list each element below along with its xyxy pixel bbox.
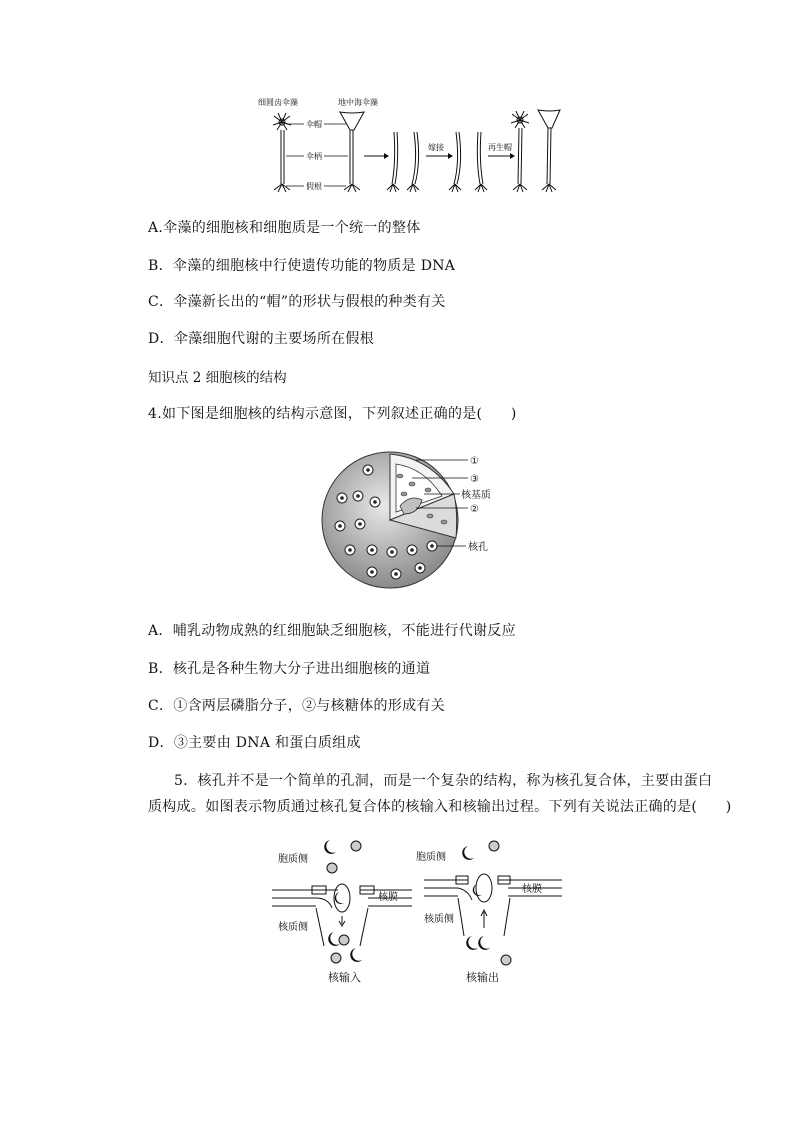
right-membrane-label: 核膜 [522,884,542,895]
left-cytoplasm-label: 胞质侧 [278,854,308,865]
section-heading: 知识点 2 细胞核的结构 [148,370,287,386]
nucleus-figure [320,442,520,592]
label-pore: 核孔 [468,542,488,553]
regenerated-cup-icon [538,110,560,192]
label-regen: 再生帽 [488,143,512,152]
acetabularia-figure [252,92,562,204]
label-2: ② [470,504,479,515]
q3-option-d: D．伞藻细胞代谢的主要场所在假根 [148,331,375,347]
q4-option-b: B．核孔是各种生物大分子进出细胞核的通道 [148,661,431,677]
label-matrix: 核基质 [461,490,491,501]
nuclear-transport-figure [272,836,562,986]
label-species-a: 细圆齿伞藻 [258,98,298,107]
left-nucleus-label: 核质侧 [278,922,308,933]
left-membrane-label: 核膜 [378,892,398,903]
q4-option-d: D．③主要由 DNA 和蛋白质组成 [148,735,361,751]
right-caption: 核输出 [466,971,499,984]
q3-option-b: B．伞藻的细胞核中行使遗传功能的物质是 DNA [148,258,456,274]
label-1: ① [470,456,479,467]
right-nucleus-label: 核质侧 [424,914,454,925]
plant-a-icon [273,113,291,192]
q5-stem-line2: 质构成。如图表示物质通过核孔复合体的核输入和核输出过程。下列有关说法正确的是( ) [148,799,732,815]
label-stalk: 伞柄 [306,152,322,161]
q4-stem: 4.如下图是细胞核的结构示意图，下列叙述正确的是( ) [148,406,517,422]
right-cytoplasm-label: 胞质侧 [416,852,446,863]
cargo-icons-import [324,840,362,963]
grafted-stalks-icon [449,132,487,192]
label-cap: 伞帽 [306,120,322,129]
q4-option-a: A．哺乳动物成熟的红细胞缺乏细胞核，不能进行代谢反应 [148,623,516,639]
q3-option-a: A.伞藻的细胞核和细胞质是一个统一的整体 [148,220,421,236]
q4-option-c: C．①含两层磷脂分子，②与核糖体的形成有关 [148,698,446,714]
q5-stem-line1: 5．核孔并不是一个简单的孔洞，而是一个复杂的结构，称为核孔复合体，主要由蛋白 [174,773,713,789]
regenerated-flower-icon [511,111,529,192]
label-species-b: 地中海伞藻 [338,98,378,107]
label-3: ③ [470,474,479,485]
label-graft: 嫁接 [428,143,444,152]
cut-stalks-icon [387,132,419,192]
left-caption: 核输入 [328,971,361,984]
q3-option-c: C．伞藻新长出的“帽”的形状与假根的种类有关 [148,294,446,310]
cargo-icons-export [462,841,511,965]
label-rhizoid: 假根 [306,182,322,191]
